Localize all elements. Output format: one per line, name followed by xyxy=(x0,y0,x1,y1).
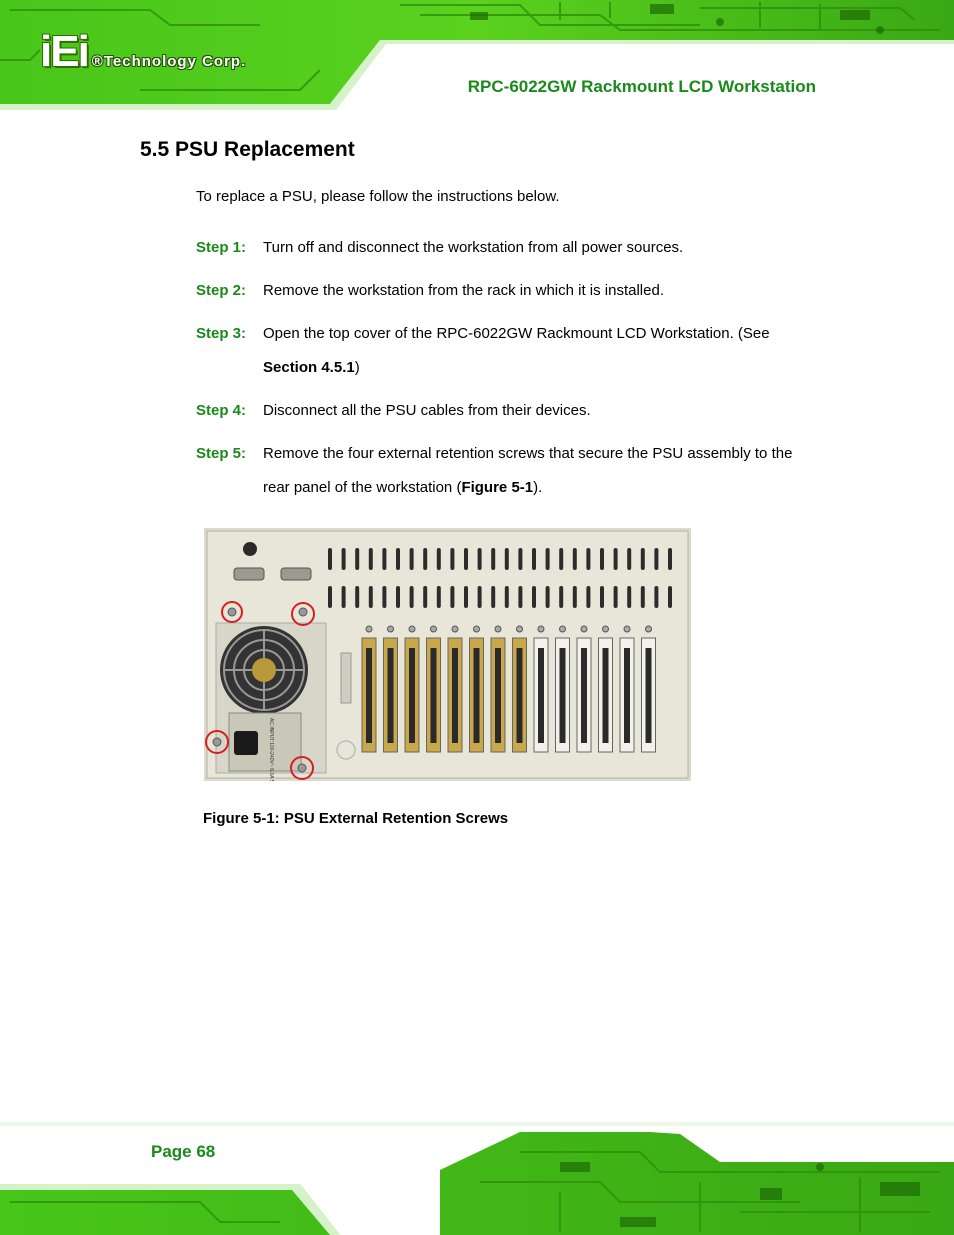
section-reference: Section 4.5.1 xyxy=(263,359,355,376)
chassis-rear-panel-image xyxy=(204,528,691,781)
step-label: Step 1: xyxy=(196,239,247,256)
step-text: Turn off and disconnect the workstation from all power sources. xyxy=(263,239,684,256)
company-logo xyxy=(40,27,247,76)
step-label: Step 5: xyxy=(196,445,247,462)
step-label: Step 3: xyxy=(196,325,247,342)
document-title: RPC-6022GW Rackmount LCD Workstation xyxy=(467,77,816,96)
section-heading: 5.5 PSU Replacement xyxy=(140,138,355,161)
figure-caption: Figure 5-1: PSU External Retention Screws xyxy=(203,810,509,827)
psu-rating-label: AC INPUT:100-240V~ 6.0A 50-60Hz xyxy=(268,718,274,781)
step-text: Remove the four external retention screws that secure the PSU assembly to the rear panel of the workstation (Figure 5-1). xyxy=(263,445,793,496)
step-text: Disconnect all the PSU cables from their devices. xyxy=(263,402,591,419)
logo-text: ®Technology Corp. xyxy=(91,53,247,70)
circuit-board-footer xyxy=(0,1122,954,1235)
figure-reference: Figure 5-1 xyxy=(461,479,534,496)
page-header xyxy=(0,0,954,112)
step-label: Step 2: xyxy=(196,282,247,299)
intro-paragraph: To replace a PSU, please follow the instructions below. xyxy=(196,188,560,205)
logo-mark: iEi xyxy=(40,27,88,76)
step-text: Open the top cover of the RPC-6022GW Rackmount LCD Workstation. (See Section 4.5.1) xyxy=(263,325,770,376)
step-label: Step 4: xyxy=(196,402,247,419)
ac-power-inlet-icon xyxy=(234,731,258,755)
step-text: Remove the workstation from the rack in which it is installed. xyxy=(263,282,664,299)
rear-panel-figure xyxy=(204,528,691,781)
power-switch-icon xyxy=(243,542,257,556)
page-number: Page 68 xyxy=(151,1142,216,1161)
page-footer xyxy=(0,1122,954,1235)
